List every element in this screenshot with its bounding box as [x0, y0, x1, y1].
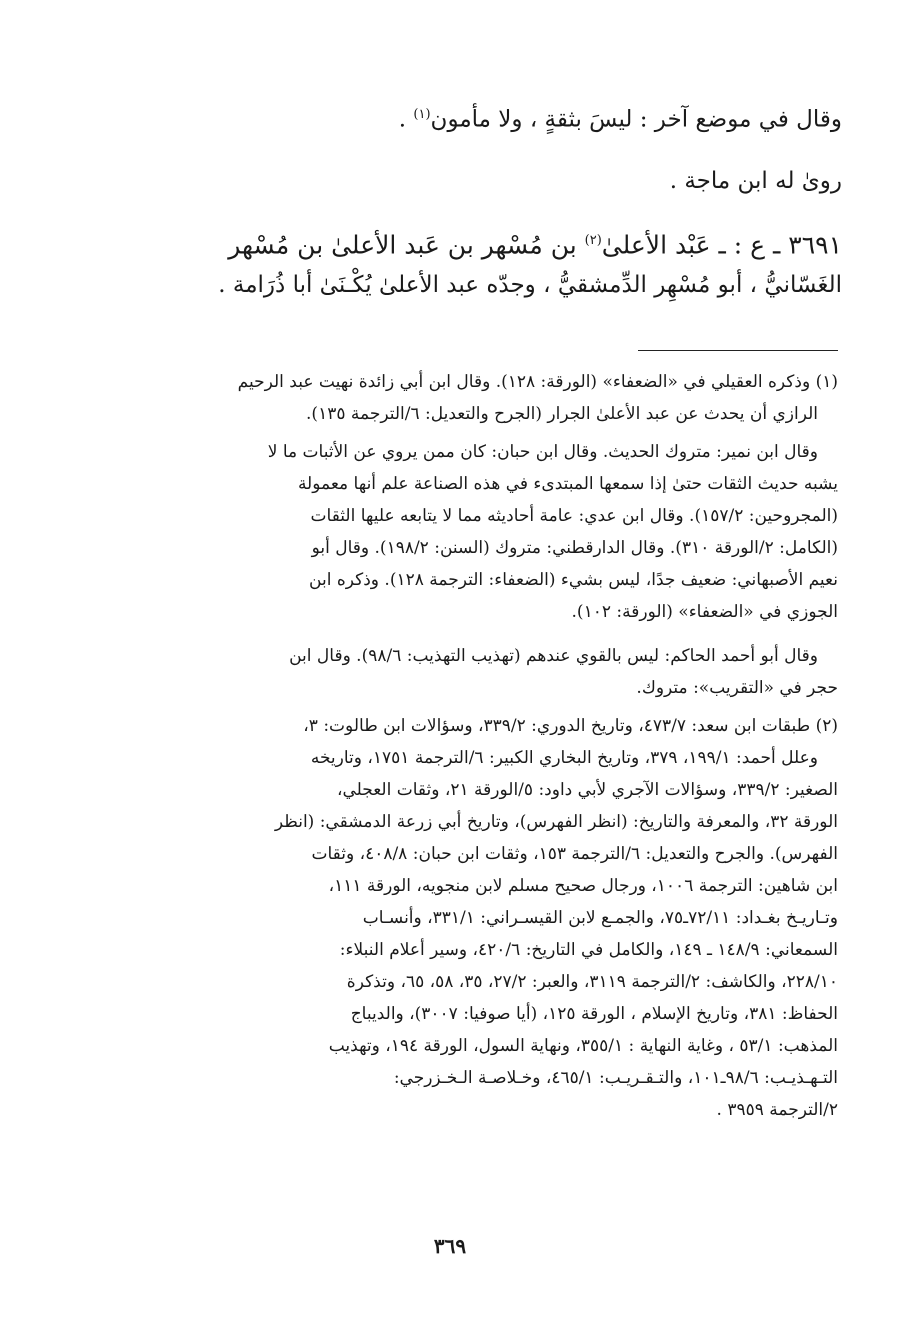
- page-number: ٣٦٩: [433, 1234, 467, 1258]
- entry-heading-line-2: [60, 270, 842, 300]
- footnote-2-line: (٢) طبقات ابن سعد: ٤٧٣/٧، وتاريخ الدوري: ٣٣٩/٢، وسؤالات ابن طالوت: ٣،: [303, 716, 838, 736]
- footnote-2-line: المذهب: ٥٣/١ ، وغاية النهاية : ٣٥٥/١، ونهاية السول، الورقة ١٩٤، وتهذيب: [328, 1036, 838, 1056]
- footnote-2-line: التـهـذيـب: ٩٨/٦ـ١٠١، والتـقـريـب: ٤٦٥/١، وخـلاصـة الـخـزرجي:: [393, 1068, 838, 1088]
- footnote-ref-1[interactable]: (١): [413, 107, 431, 122]
- main-text-line-2: [60, 166, 842, 196]
- footnote-2-line: الحفاظ: ٣٨١، وتاريخ الإسلام ، الورقة ١٢٥، (أيا صوفيا: ٣٠٠٧)، والديباج: [350, 1004, 838, 1024]
- footnote-1-line: (المجروحين: ١٥٧/٢). وقال ابن عدي: عامة أحاديثه مما لا يتابعه عليها الثقات: [310, 506, 838, 526]
- footnote-2-line: وتـاريـخ بغـداد: ٧٢/١١ـ٧٥، والجمـع لابن القيسـراني: ٣٣١/١، وأنسـاب: [362, 908, 838, 928]
- footnote-1-line: حجر في «التقريب»: متروك.: [636, 678, 838, 698]
- footnote-2-line: ابن شاهين: الترجمة ١٠٠٦، ورجال صحيح مسلم لابن منجويه، الورقة ١١١،: [328, 876, 838, 896]
- footnote-1-line: الجوزي في «الضعفاء» (الورقة: ١٠٢).: [571, 602, 838, 622]
- entry-heading: الغَسّانيُّ ، أبو مُسْهِر الدِّمشقيُّ ، وجدّه عبد الأعلىٰ يُكْـنَىٰ أبا ذُرَامة .: [218, 272, 842, 298]
- footnote-1-line: الرازي أن يحدث عن عبد الأعلىٰ الجرار (الجرح والتعديل: ٦/الترجمة ١٣٥).: [306, 404, 818, 424]
- main-text-end: .: [398, 106, 414, 133]
- footnote-2-line: ٢٢٨/١٠، والكاشف: ٢/الترجمة ٣١١٩، والعبر: ٢٧/٢، ٣٥، ٥٨، ٦٥، وتذكرة: [346, 972, 838, 992]
- footnote-2-line: السمعاني: ١٤٨/٩ ـ ١٤٩، والكامل في التاريخ: ٤٢٠/٦، وسير أعلام النبلاء:: [339, 940, 838, 960]
- footnote-2-line: الورقة ٣٢، والمعرفة والتاريخ: (انظر الفهرس)، وتاريخ أبي زرعة الدمشقي: (انظر: [274, 812, 838, 832]
- footnote-ref-2[interactable]: (٢): [584, 233, 602, 248]
- footnote-2-line: الفهرس). والجرح والتعديل: ٦/الترجمة ١٥٣، وثقات ابن حبان: ٤٠٨/٨، وثقات: [311, 844, 838, 864]
- footnote-1-line: وقال ابن نمير: متروك الحديث. وقال ابن حبان: كان ممن يروي عن الأثبات ما لا: [267, 442, 818, 462]
- footnote-1-line: (١) وذكره العقيلي في «الضعفاء» (الورقة: ١٢٨). وقال ابن أبي زائدة نهيت عبد الرحيم: [237, 372, 838, 392]
- entry-heading: ٣٦٩١ ـ ع : ـ عَبْد الأعلىٰ: [601, 230, 842, 260]
- footnote-2-line: الصغير: ٣٣٩/٢، وسؤالات الآجري لأبي داود: ٥/الورقة ٢١، وثقات العجلي،: [336, 780, 838, 800]
- footnote-1-line: وقال أبو أحمد الحاكم: ليس بالقوي عندهم (تهذيب التهذيب: ٩٨/٦). وقال ابن: [289, 646, 818, 666]
- footnote-2-line: وعلل أحمد: ١٩٩/١، ٣٧٩، وتاريخ البخاري الكبير: ٦/الترجمة ١٧٥١، وتاريخه: [310, 748, 818, 768]
- footnote-2-line: ٢/الترجمة ٣٩٥٩ .: [716, 1100, 838, 1120]
- footnote-1-line: نعيم الأصبهاني: ضعيف جدًا، ليس بشيء (الضعفاء: الترجمة ١٢٨). وذكره ابن: [309, 570, 838, 590]
- footnote-1-line: يشبه حديث الثقات حتىٰ إذا سمعها المبتدىء في هذه الصناعة علم أنها معمولة: [297, 474, 838, 494]
- main-text: وقال في موضع آخر : ليسَ بثقةٍ ، ولا مأمون: [430, 106, 842, 133]
- footnote-1-line: (الكامل: ٢/الورقة ٣١٠). وقال الدارقطني: متروك (السنن: ١٩٨/٢). وقال أبو: [311, 538, 838, 558]
- footnote-divider: [638, 350, 838, 351]
- entry-heading-line-1: [60, 226, 842, 260]
- entry-heading-cont: بن مُسْهر بن عَبد الأعلىٰ بن مُسْهر: [228, 230, 585, 260]
- main-text-line-1: [60, 100, 842, 135]
- main-text: روىٰ له ابن ماجة .: [669, 168, 842, 194]
